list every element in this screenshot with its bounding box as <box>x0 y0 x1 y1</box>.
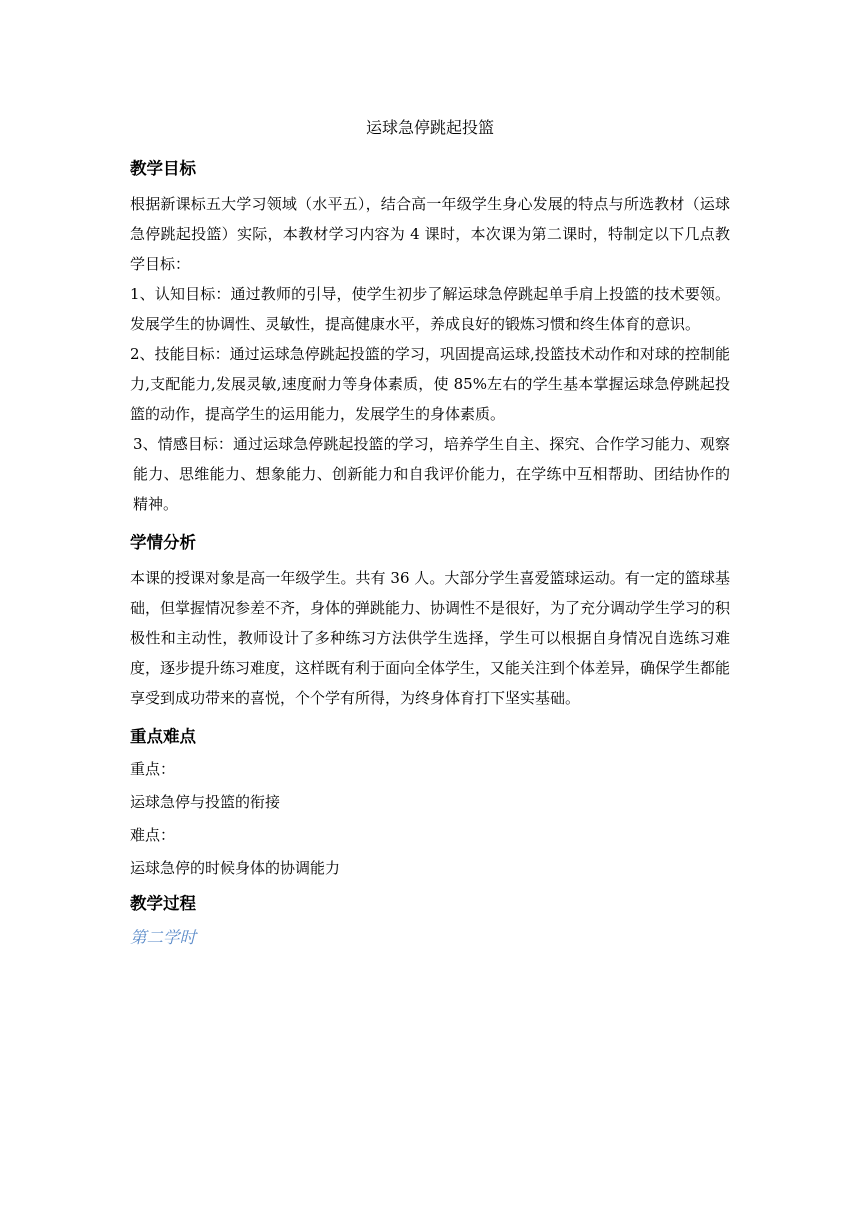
analysis-heading: 学情分析 <box>130 533 196 552</box>
objectives-heading: 教学目标 <box>130 159 196 178</box>
objective-item-skill: 2、技能目标：通过运球急停跳起投篮的学习，巩固提高运球,投篮技术动作和对球的控制能力,支配能力,发展灵敏,速度耐力等身体素质，使 85%左右的学生基本掌握运球急停跳起投篮的动作，提高学生的运用能力，发展学生的身体素质。 <box>130 345 730 423</box>
process-subheading: 第二学时 <box>130 928 196 947</box>
objectives-section <box>130 189 730 519</box>
document-title: 运球急停跳起投篮 <box>365 118 494 137</box>
analysis-text: 本课的授课对象是高一年级学生。共有 36 人。大部分学生喜爱篮球运动。有一定的篮球基础，但掌握情况参差不齐，身体的弹跳能力、协调性不是很好，为了充分调动学生学习的积极性和主动性，教师设计了多种练习方法供学生选择，学生可以根据自身情况自选练习难度，逐步提升练习难度，这样既有利于面向全体学生，又能关注到个体差异，确保学生都能享受到成功带来的喜悦，个个学有所得，为终身体育打下坚实基础。 <box>130 569 731 707</box>
analysis-section <box>130 563 730 713</box>
key-points-section <box>130 757 730 880</box>
objectives-intro: 根据新课标五大学习领域（水平五），结合高一年级学生身心发展的特点与所选教材（运球急停跳起投篮）实际，本教材学习内容为 4 课时，本次课为第二课时，特制定以下几点教学目标： <box>130 195 730 273</box>
objective-item-affective: 3、情感目标：通过运球急停跳起投篮的学习，培养学生自主、探究、合作学习能力、观察能力、思维能力、想象能力、创新能力和自我评价能力，在学练中互相帮助、团结协作的精神。 <box>133 435 730 513</box>
process-heading: 教学过程 <box>130 894 196 913</box>
document-body <box>130 116 730 950</box>
difficulty-label: 难点： <box>130 826 176 844</box>
difficulty-text: 运球急停的时候身体的协调能力 <box>130 859 341 877</box>
key-point-text: 运球急停与投篮的衔接 <box>130 793 281 811</box>
objective-item-cognitive: 1、认知目标：通过教师的引导，使学生初步了解运球急停跳起单手肩上投篮的技术要领。发展学生的协调性、灵敏性，提高健康水平，养成良好的锻炼习惯和终生体育的意识。 <box>130 285 730 333</box>
key-point-label: 重点： <box>130 760 176 778</box>
key-points-heading: 重点难点 <box>130 727 196 746</box>
